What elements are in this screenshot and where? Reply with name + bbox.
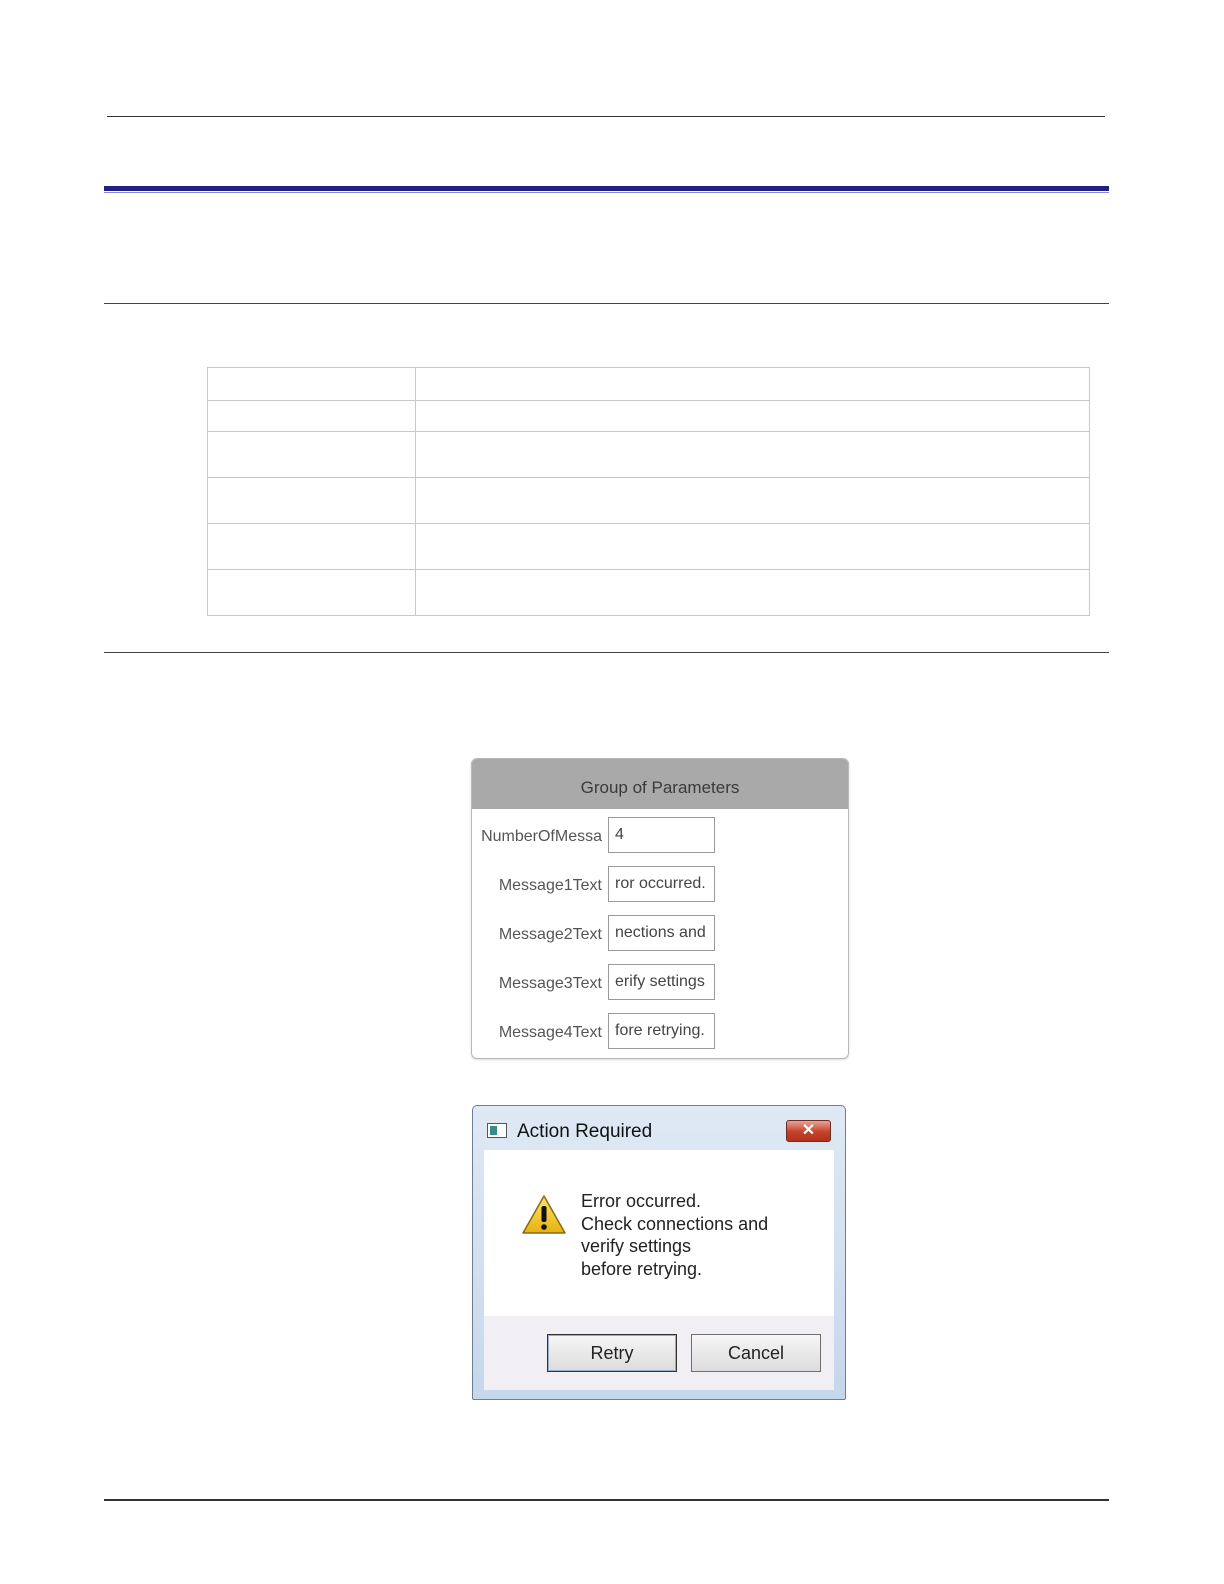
dialog-title: Action Required bbox=[517, 1121, 653, 1142]
group-of-parameters-panel bbox=[471, 758, 849, 1059]
table-row bbox=[208, 478, 1090, 524]
action-required-dialog bbox=[472, 1105, 846, 1400]
table-row bbox=[208, 524, 1090, 570]
table-row bbox=[208, 570, 1090, 616]
dialog-body bbox=[484, 1150, 834, 1390]
param-label: Message3Text bbox=[498, 975, 602, 992]
message-line: Error occurred. bbox=[581, 1191, 702, 1211]
message-line: Check connections and bbox=[581, 1213, 769, 1234]
param-row-message1 bbox=[472, 866, 848, 906]
message4-text-input[interactable]: fore retrying. bbox=[608, 1013, 715, 1049]
parameter-table bbox=[207, 367, 1090, 616]
cancel-button[interactable]: Cancel bbox=[691, 1334, 821, 1372]
param-row-message4 bbox=[472, 1013, 848, 1053]
divider-rule bbox=[104, 652, 1109, 653]
panel-title: Group of Parameters bbox=[472, 759, 848, 809]
param-row-message2 bbox=[472, 915, 848, 955]
dialog-titlebar[interactable] bbox=[473, 1106, 845, 1150]
message-line: before retrying. bbox=[581, 1258, 703, 1279]
table-row bbox=[208, 401, 1090, 432]
app-window-icon bbox=[487, 1123, 507, 1138]
param-label: Message2Text bbox=[498, 926, 602, 943]
param-row-number-of-messages bbox=[472, 817, 848, 857]
table-row bbox=[208, 368, 1090, 401]
message-line: verify settings bbox=[581, 1236, 692, 1256]
header-rule bbox=[107, 116, 1105, 117]
param-label: Message4Text bbox=[498, 1024, 602, 1041]
close-icon: ✕ bbox=[801, 1122, 816, 1139]
footer-rule bbox=[104, 1499, 1109, 1501]
message2-text-input[interactable]: nections and bbox=[608, 915, 715, 951]
divider-rule bbox=[104, 303, 1109, 304]
section-rule-blue bbox=[104, 186, 1109, 191]
number-of-messages-input[interactable]: 4 bbox=[608, 817, 715, 853]
param-row-message3 bbox=[472, 964, 848, 1004]
message3-text-input[interactable]: erify settings bbox=[608, 964, 715, 1000]
dialog-message bbox=[581, 1190, 768, 1280]
param-label: NumberOfMessa bbox=[481, 828, 602, 845]
dialog-button-bar bbox=[484, 1316, 834, 1390]
close-button[interactable] bbox=[786, 1120, 831, 1142]
section-rule-blue-thin bbox=[104, 192, 1109, 193]
warning-icon bbox=[521, 1194, 567, 1236]
message1-text-input[interactable]: ror occurred. bbox=[608, 866, 715, 902]
param-label: Message1Text bbox=[498, 877, 602, 894]
retry-button[interactable]: Retry bbox=[547, 1334, 677, 1372]
table-row bbox=[208, 432, 1090, 478]
